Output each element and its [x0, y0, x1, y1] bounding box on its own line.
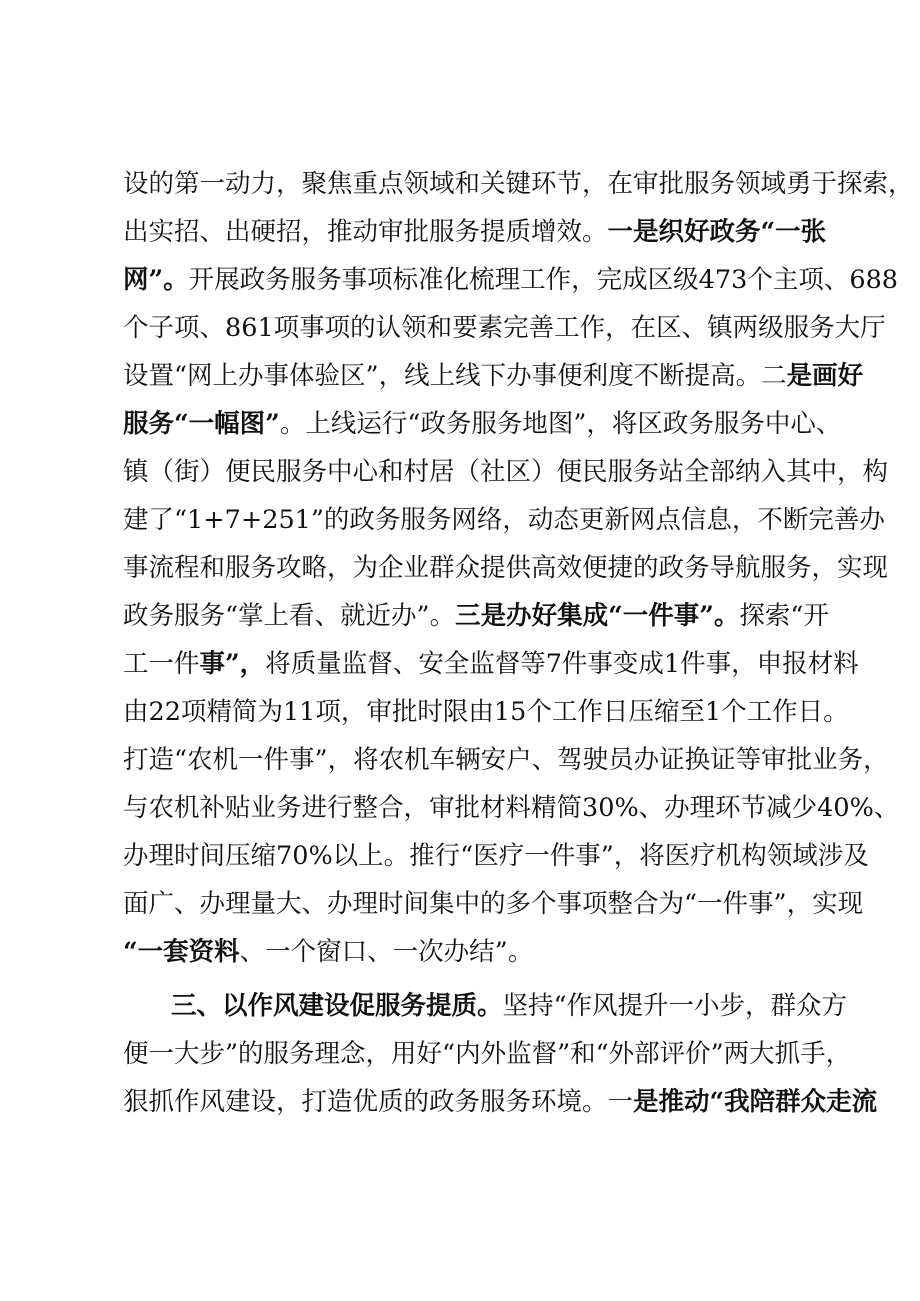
text-run: 、一个窗口、一次办结”。 — [239, 937, 534, 967]
text-line — [123, 692, 849, 732]
text-run: 坚持“作风提升一小步，群众方 — [502, 991, 848, 1021]
text-run: 设的第一动力，聚焦重点领域和关键环节，在审批服务领域勇于探索， — [123, 169, 914, 199]
text-run: 将质量监督、安全监督等7件事变成1件事，申报材料 — [265, 649, 859, 679]
bold-text-run: 是推动“我陪群众走流 — [633, 1087, 878, 1117]
text-run: 便一大步”的服务理念，用好“内外监督”和“外部评价”两大抓手， — [123, 1039, 852, 1069]
text-run: 工一件 — [123, 649, 200, 679]
text-line — [123, 548, 889, 588]
text-run: 个子项、861项事项的认领和要素完善工作，在区、镇两级服务大厅 — [123, 313, 886, 343]
text-line — [123, 404, 842, 444]
text-line — [123, 164, 914, 204]
text-run: 面广、办理量大、办理时间集中的多个事项整合为“一件事”，实现 — [123, 889, 864, 919]
text-line — [123, 308, 886, 348]
text-run: 设置“网上办事体验区”，线上线下办事便利度不断提高。二 — [123, 361, 787, 391]
text-run: 开展政务服务事项标准化梳理工作，完成区级473个主项、688 — [188, 265, 899, 295]
text-line — [123, 452, 889, 492]
text-line — [123, 356, 864, 396]
bold-text-run: “一套资料 — [123, 937, 240, 967]
text-run: 办理时间压缩70%以上。推行“医疗一件事”，将医疗机构领域涉及 — [123, 841, 869, 871]
text-line — [123, 596, 829, 636]
bold-text-run: 是画好 — [786, 361, 864, 391]
text-run: 镇（街）便民服务中心和村居（社区）便民服务站全部纳入其中，构 — [123, 457, 889, 487]
text-run: 。上线运行“政务服务地图”，将区政务服务中心、 — [279, 409, 842, 439]
text-line — [123, 788, 900, 828]
text-line — [123, 260, 899, 300]
text-run: 出实招、出硬招，推动审批服务提质增效。 — [123, 217, 608, 247]
bold-text-run: 事”， — [199, 649, 266, 679]
text-run: 探索“开 — [739, 601, 829, 631]
bold-text-run: 三是办好集成“一件事”。 — [455, 601, 740, 631]
bold-text-run: 三、以作风建设促服务提质。 — [171, 991, 503, 1021]
section-heading-line — [171, 986, 848, 1026]
text-line — [123, 932, 823, 972]
text-line — [123, 884, 864, 924]
text-line — [123, 500, 885, 540]
bold-text-run: 一是织好政务“一张 — [607, 217, 827, 247]
text-line — [123, 836, 869, 876]
text-line — [123, 644, 859, 684]
bold-text-run: 服务“一幅图” — [123, 409, 280, 439]
text-run: 狠抓作风建设，打造优质的政务服务环境。一 — [123, 1087, 634, 1117]
text-run: 与农机补贴业务进行整合，审批材料精简30%、办理环节减少40%、 — [123, 793, 900, 823]
text-line — [123, 1082, 878, 1122]
text-run: 打造“农机一件事”，将农机车辆安户、驾驶员办证换证等审批业务， — [123, 745, 889, 775]
text-run: 由22项精简为11项，审批时限由15个工作日压缩至1个工作日。 — [123, 697, 849, 727]
text-line — [123, 1034, 852, 1074]
text-run: 政务服务“掌上看、就近办”。 — [123, 601, 456, 631]
text-run: 事流程和服务攻略，为企业群众提供高效便捷的政务导航服务，实现 — [123, 553, 889, 583]
text-line — [123, 740, 889, 780]
text-run: 建了“1+7+251”的政务服务网络，动态更新网点信息，不断完善办 — [123, 505, 885, 535]
text-line — [123, 212, 827, 252]
bold-text-run: 网”。 — [123, 265, 189, 295]
